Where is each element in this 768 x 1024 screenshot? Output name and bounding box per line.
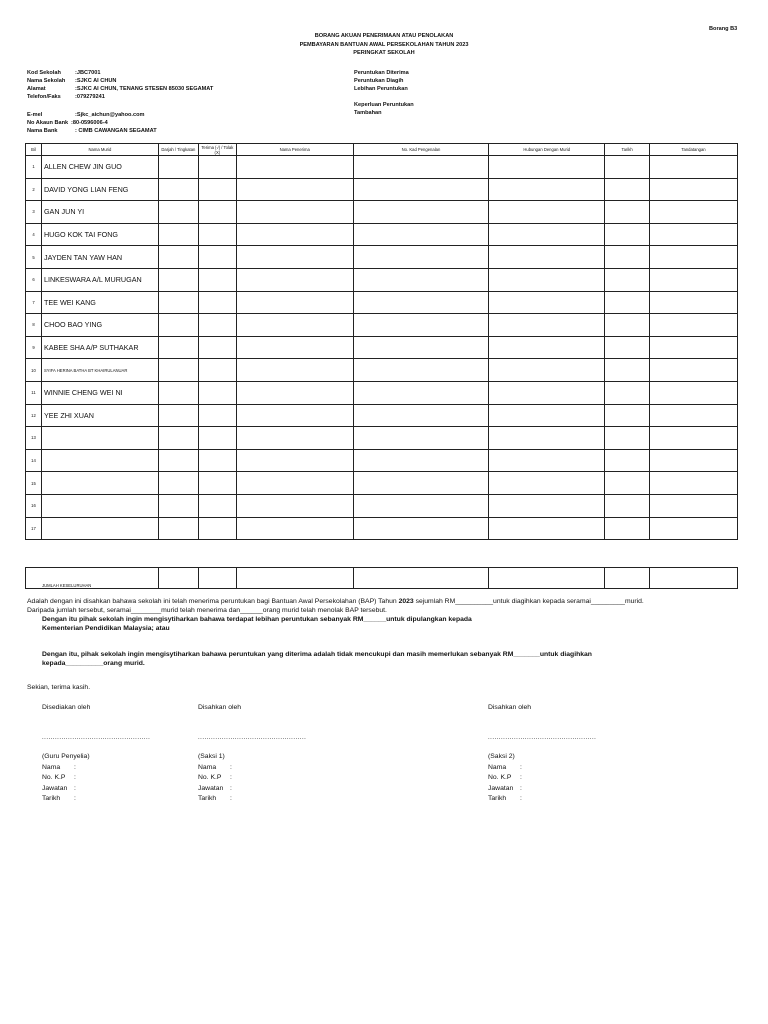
row-number: 2 (26, 178, 42, 201)
table-cell (158, 156, 198, 179)
table-cell (605, 223, 650, 246)
table-cell (236, 517, 353, 540)
student-name-cell (41, 472, 158, 495)
signature-field-label: Nama (488, 763, 507, 771)
signature-field-row (42, 794, 192, 805)
table-cell (489, 427, 605, 450)
signature-field-row (198, 794, 348, 805)
table-row (26, 246, 738, 269)
table-cell (198, 268, 236, 291)
account-label: No Akaun Bank (27, 120, 69, 126)
signature-heading: Disahkan oleh (198, 704, 242, 711)
table-cell (236, 472, 353, 495)
table-cell (158, 472, 198, 495)
allocation-additional: Tambahan (354, 110, 382, 116)
title-line-3: PERINGKAT SEKOLAH (353, 50, 415, 56)
signature-field-colon: : (230, 763, 232, 771)
student-name-cell (41, 449, 158, 472)
school-code-label: Kod Sekolah (27, 70, 61, 76)
header-no: Bil (26, 144, 42, 156)
table-cell (353, 201, 489, 224)
signature-role: (Saksi 1) (198, 753, 225, 760)
signature-field-colon: : (520, 774, 522, 781)
table-cell (198, 201, 236, 224)
table-cell (489, 359, 605, 382)
header-relationship: Hubungan Dengan Murid (489, 144, 605, 156)
bank-label: Nama Bank (27, 128, 58, 134)
table-row (26, 472, 738, 495)
student-name-cell: CHOO BAO YING (41, 314, 158, 337)
table-row (26, 268, 738, 291)
signature-field-colon: : (230, 795, 232, 802)
table-cell (489, 246, 605, 269)
row-number: 15 (26, 472, 42, 495)
table-cell (158, 449, 198, 472)
table-cell (650, 472, 738, 495)
table-cell (650, 359, 738, 382)
table-cell (605, 336, 650, 359)
signature-field-colon: : (230, 774, 232, 781)
signature-field-row (42, 773, 192, 784)
allocation-distributed: Peruntukan Diagih (354, 78, 404, 84)
row-number: 16 (26, 494, 42, 517)
table-cell (605, 156, 650, 179)
table-cell (198, 404, 236, 427)
contact-info (27, 111, 157, 135)
p1-text-b: sejumlah RM__________untuk diagihkan kepada seramai_________murid. (413, 598, 644, 605)
declaration-paragraph-2: Daripada jumlah tersebut, seramai________murid telah menerima dan______orang murid telah menolak BAP tersebut. (27, 607, 387, 614)
table-cell (158, 494, 198, 517)
table-cell (236, 381, 353, 404)
table-cell (236, 449, 353, 472)
total-cell (198, 568, 236, 589)
table-cell (605, 449, 650, 472)
signature-field-colon: : (74, 795, 76, 802)
signature-role: (Guru Penyelia) (42, 753, 90, 760)
table-cell (158, 404, 198, 427)
table-cell (489, 268, 605, 291)
signature-block-witness-1 (198, 703, 348, 805)
row-number: 8 (26, 314, 42, 337)
school-name-row (27, 77, 213, 85)
student-name-cell: JAYDEN TAN YAW HAN (41, 246, 158, 269)
p3-line-2: Kementerian Pendidikan Malaysia; atau (42, 625, 170, 632)
table-cell (650, 178, 738, 201)
table-cell (236, 178, 353, 201)
header-recipient-name: Nama Penerima (236, 144, 353, 156)
signature-fields (198, 763, 348, 805)
table-cell (158, 314, 198, 337)
closing-text: Sekian, terima kasih. (27, 684, 91, 691)
student-name-cell: HUGO KOK TAI FONG (41, 223, 158, 246)
table-header-row (26, 144, 738, 156)
signature-field-row (42, 763, 192, 774)
table-row (26, 494, 738, 517)
table-cell (198, 381, 236, 404)
table-cell (236, 156, 353, 179)
table-cell (236, 336, 353, 359)
allocation-received: Peruntukan Diterima (354, 70, 409, 76)
table-cell (158, 427, 198, 450)
student-name-cell: TEE WEI KANG (41, 291, 158, 314)
signature-line: .................................................. (42, 734, 151, 741)
allocation-info (354, 69, 414, 117)
table-cell (236, 359, 353, 382)
allocation-surplus: Lebihan Peruntukan (354, 86, 408, 92)
table-cell (489, 201, 605, 224)
table-cell (236, 427, 353, 450)
table-row (26, 517, 738, 540)
table-cell (650, 314, 738, 337)
table-cell (353, 336, 489, 359)
table-row (26, 223, 738, 246)
signature-field-colon: : (74, 763, 76, 771)
signature-field-label: No. K.P (42, 774, 66, 781)
table-row (26, 336, 738, 359)
table-cell (353, 517, 489, 540)
student-name-cell: GAN JUN YI (41, 201, 158, 224)
bank-row (27, 127, 157, 135)
signature-line: .................................................. (198, 734, 307, 741)
signature-line: .................................................. (488, 734, 597, 741)
total-cell (489, 568, 605, 589)
table-cell (198, 449, 236, 472)
table-cell (236, 246, 353, 269)
table-row (26, 314, 738, 337)
row-number: 12 (26, 404, 42, 427)
table-cell (489, 472, 605, 495)
table-cell (650, 268, 738, 291)
signature-field-label: Tarikh (42, 795, 61, 802)
signature-field-row (198, 784, 348, 795)
phone-row (27, 93, 213, 101)
account-value: :80-0596006-4 (71, 120, 108, 126)
row-number: 4 (26, 223, 42, 246)
signature-field-colon: : (74, 784, 76, 792)
table-cell (650, 156, 738, 179)
student-name-cell (41, 427, 158, 450)
table-cell (489, 517, 605, 540)
row-number: 1 (26, 156, 42, 179)
table-cell (158, 223, 198, 246)
table-cell (489, 449, 605, 472)
row-number: 3 (26, 201, 42, 224)
table-cell (353, 314, 489, 337)
table-cell (650, 404, 738, 427)
table-cell (198, 517, 236, 540)
signature-field-label: Tarikh (198, 795, 217, 802)
row-number: 6 (26, 268, 42, 291)
table-cell (198, 336, 236, 359)
email-value: :Sjkc_aichun@yahoo.com (75, 112, 145, 118)
total-cell (158, 568, 198, 589)
table-cell (605, 472, 650, 495)
student-name-cell: WINNIE CHENG WEI NI (41, 381, 158, 404)
school-name-label: Nama Sekolah (27, 78, 66, 84)
table-cell (158, 517, 198, 540)
signature-field-colon: : (230, 784, 232, 792)
table-row (26, 201, 738, 224)
table-cell (236, 494, 353, 517)
signature-field-label: Nama (198, 763, 217, 771)
signature-field-label: No. K.P (488, 774, 512, 781)
form-code: Borang B3 (709, 26, 738, 32)
title-line-1: BORANG AKUAN PENERIMAAN ATAU PENOLAKAN (314, 33, 454, 39)
table-cell (198, 427, 236, 450)
table-cell (605, 246, 650, 269)
table-cell (236, 291, 353, 314)
table-cell (198, 246, 236, 269)
row-number: 17 (26, 517, 42, 540)
signature-block-witness-2 (488, 703, 638, 805)
total-cell (605, 568, 650, 589)
table-cell (605, 381, 650, 404)
signature-field-label: Tarikh (488, 795, 507, 802)
table-row (26, 359, 738, 382)
table-cell (605, 178, 650, 201)
signature-field-row (198, 763, 348, 774)
total-row (26, 568, 738, 589)
total-cell (236, 568, 353, 589)
table-cell (353, 156, 489, 179)
signature-field-row (488, 794, 638, 805)
signature-field-label: No. K.P (198, 774, 222, 781)
phone-label: Telefon/Faks (27, 94, 61, 100)
table-cell (198, 156, 236, 179)
p4-line-2: kepada__________orang murid. (42, 660, 145, 667)
table-cell (650, 494, 738, 517)
signature-field-colon: : (520, 795, 522, 802)
table-cell (605, 404, 650, 427)
signature-fields (42, 763, 192, 805)
table-row (26, 178, 738, 201)
signature-field-row (488, 763, 638, 774)
signature-field-row (198, 773, 348, 784)
table-cell (198, 314, 236, 337)
allocation-need: Keperluan Peruntukan (354, 102, 414, 108)
table-cell (605, 268, 650, 291)
row-number: 7 (26, 291, 42, 314)
table-cell (353, 268, 489, 291)
signature-field-label: Jawatan (488, 784, 514, 792)
student-name-cell (41, 517, 158, 540)
header-date: Tarikh (605, 144, 650, 156)
school-code-value: :JBC7001 (75, 70, 101, 76)
p3-line-1: Dengan itu pihak sekolah ingin mengisytiharkan bahawa terdapat lebihan peruntukan sebanyak RM______untuk dipulangkan kepada (42, 616, 472, 623)
table-cell (650, 427, 738, 450)
table-cell (236, 268, 353, 291)
student-name-cell: ALLEN CHEW JIN GUO (41, 156, 158, 179)
table-cell (489, 381, 605, 404)
signature-fields (488, 763, 638, 805)
declaration-paragraph-3 (42, 615, 742, 633)
student-name-cell (41, 494, 158, 517)
table-cell (489, 178, 605, 201)
signature-field-label: Jawatan (42, 784, 68, 792)
table-cell (198, 472, 236, 495)
header-class: Darjah / Tingkatan (158, 144, 198, 156)
table-row (26, 291, 738, 314)
signature-heading: Disahkan oleh (488, 704, 532, 711)
account-row (27, 119, 157, 127)
school-info (27, 69, 213, 101)
table-cell (236, 314, 353, 337)
signature-block-prepared (42, 703, 192, 805)
table-cell (650, 381, 738, 404)
table-cell (353, 246, 489, 269)
table-cell (605, 427, 650, 450)
table-cell (605, 359, 650, 382)
table-cell (650, 246, 738, 269)
table-cell (353, 381, 489, 404)
student-name-cell: KABEE SHA A/P SUTHAKAR (41, 336, 158, 359)
signature-field-label: Jawatan (198, 784, 224, 792)
row-number: 14 (26, 449, 42, 472)
declaration-paragraph-4 (42, 650, 742, 668)
table-cell (489, 291, 605, 314)
table-cell (158, 201, 198, 224)
table-cell (650, 291, 738, 314)
p4-line-1: Dengan itu, pihak sekolah ingin mengisytiharkan bahawa peruntukan yang diterima adalah tidak mencukupi dan masih memerlukan sebanyak RM_______untuk diagihkan (42, 651, 592, 658)
signature-field-row (42, 784, 192, 795)
signature-field-colon: : (520, 784, 522, 792)
table-cell (650, 223, 738, 246)
student-name-cell: LINKESWARA A/L MURUGAN (41, 268, 158, 291)
table-row (26, 449, 738, 472)
table-cell (650, 201, 738, 224)
email-label: E-mel (27, 112, 43, 118)
table-cell (236, 404, 353, 427)
signature-field-row (488, 784, 638, 795)
table-cell (489, 336, 605, 359)
table-cell (489, 223, 605, 246)
signature-role: (Saksi 2) (488, 753, 515, 760)
table-cell (489, 314, 605, 337)
table-row (26, 404, 738, 427)
table-cell (158, 268, 198, 291)
table-row (26, 427, 738, 450)
school-name-value: :SJKC AI CHUN (75, 78, 117, 84)
table-cell (650, 449, 738, 472)
declaration-paragraph-1 (27, 597, 747, 606)
total-label: JUMLAH KESELURUHAN (26, 568, 159, 589)
signature-field-row (488, 773, 638, 784)
table-cell (158, 381, 198, 404)
email-row (27, 111, 157, 119)
signature-heading: Disediakan oleh (42, 704, 91, 711)
signature-field-colon: : (520, 763, 522, 771)
title-line-2: PEMBAYARAN BANTUAN AWAL PERSEKOLAHAN TAHUN 2023 (299, 42, 469, 48)
school-code-row (27, 69, 213, 77)
table-cell (353, 427, 489, 450)
table-cell (353, 472, 489, 495)
row-number: 13 (26, 427, 42, 450)
table-cell (353, 404, 489, 427)
address-value: :SJKC AI CHUN, TENANG STESEN 85030 SEGAMAT (75, 86, 214, 92)
table-row (26, 381, 738, 404)
table-cell (158, 178, 198, 201)
table-cell (198, 291, 236, 314)
table-cell (198, 223, 236, 246)
table-cell (353, 223, 489, 246)
table-cell (605, 517, 650, 540)
total-cell (353, 568, 489, 589)
address-row (27, 85, 213, 93)
table-cell (158, 291, 198, 314)
table-cell (353, 291, 489, 314)
table-cell (158, 359, 198, 382)
table-cell (489, 494, 605, 517)
p1-year: 2023 (398, 598, 414, 605)
table-cell (236, 223, 353, 246)
p1-text-a: Adalah dengan ini disahkan bahawa sekolah ini telah menerima peruntukan bagi Bantuan Awal Persekolahan (BAP) Tahun (27, 598, 399, 605)
student-name-cell: YEE ZHI XUAN (41, 404, 158, 427)
student-name-cell: SYIFA HERINA BATHA BT KHAIRULANUAR (41, 359, 158, 382)
row-number: 11 (26, 381, 42, 404)
table-cell (198, 178, 236, 201)
phone-value: :079279241 (75, 94, 105, 100)
table-cell (198, 494, 236, 517)
address-label: Alamat (27, 86, 46, 92)
table-cell (489, 404, 605, 427)
table-cell (198, 359, 236, 382)
table-cell (605, 201, 650, 224)
table-cell (650, 336, 738, 359)
row-number: 5 (26, 246, 42, 269)
table-cell (605, 314, 650, 337)
bank-value: : CIMB CAWANGAN SEGAMAT (75, 128, 157, 134)
table-cell (353, 178, 489, 201)
table-row (26, 156, 738, 179)
header-signature: Tandatangan (650, 144, 738, 156)
header-student-name: Nama Murid (41, 144, 158, 156)
total-cell (650, 568, 738, 589)
table-cell (353, 359, 489, 382)
table-cell (158, 336, 198, 359)
table-cell (158, 246, 198, 269)
table-cell (353, 449, 489, 472)
signature-field-colon: : (74, 774, 76, 781)
row-number: 10 (26, 359, 42, 382)
table-cell (236, 201, 353, 224)
table-cell (605, 494, 650, 517)
header-ic-number: No. Kad Pengenalan (353, 144, 489, 156)
header-accept-reject: Terima (√) / Tolak (X) (198, 144, 236, 156)
student-table (25, 143, 738, 540)
table-cell (650, 517, 738, 540)
table-cell (605, 291, 650, 314)
table-cell (353, 494, 489, 517)
row-number: 9 (26, 336, 42, 359)
table-cell (489, 156, 605, 179)
signature-field-label: Nama (42, 763, 61, 771)
total-table (25, 567, 738, 589)
student-name-cell: DAVID YONG LIAN FENG (41, 178, 158, 201)
